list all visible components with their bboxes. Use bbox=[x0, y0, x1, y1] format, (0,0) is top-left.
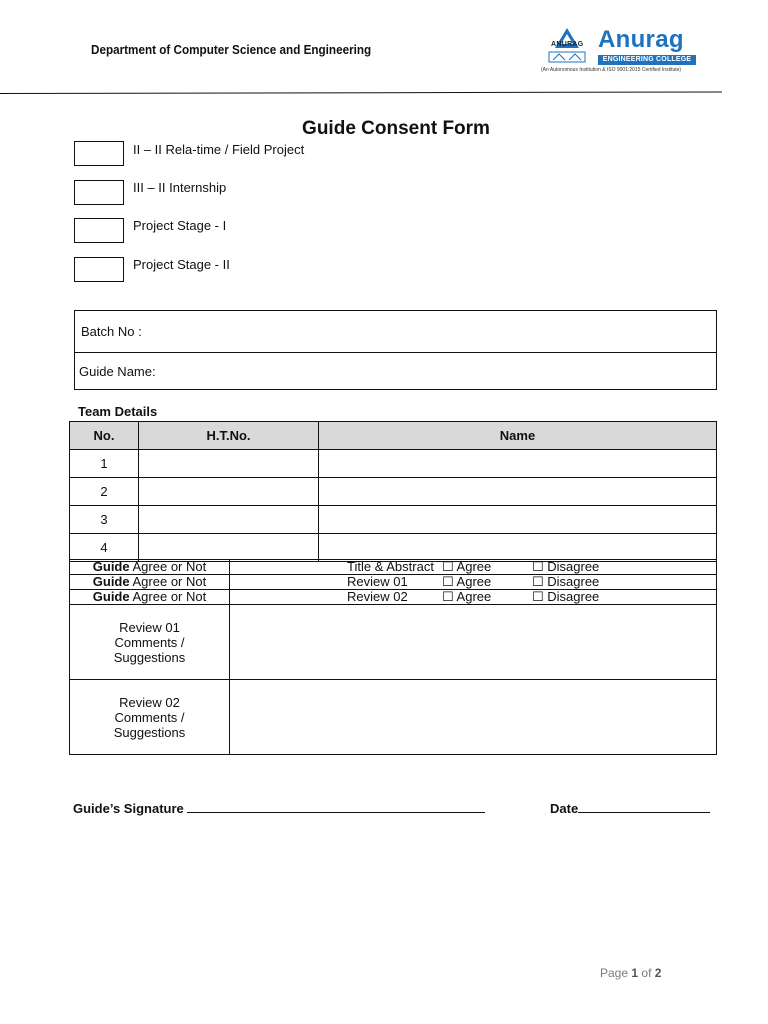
logo-mark-text: ANURAG bbox=[551, 41, 584, 48]
guide-signature bbox=[73, 800, 485, 816]
row-number: 1 bbox=[70, 450, 139, 478]
consent-label: Guide Agree or Not bbox=[70, 560, 230, 575]
consent-row bbox=[70, 590, 717, 605]
consent-options bbox=[230, 590, 717, 605]
agree-checkbox[interactable]: ☐ Agree bbox=[442, 574, 492, 589]
disagree-checkbox[interactable]: ☐ Disagree bbox=[532, 574, 600, 589]
review-02-comments-label: Review 02 Comments / Suggestions bbox=[70, 680, 230, 755]
table-row bbox=[70, 450, 717, 478]
consent-label: Guide Agree or Not bbox=[70, 590, 230, 605]
consent-item-label: Title & Abstract bbox=[347, 559, 434, 574]
option-checkbox-project-stage-2[interactable] bbox=[74, 257, 124, 282]
review-01-comments-row bbox=[70, 605, 717, 680]
htno-cell[interactable] bbox=[139, 478, 319, 506]
consent-options bbox=[230, 575, 717, 590]
signature-line[interactable] bbox=[187, 800, 485, 813]
option-label: Project Stage - I bbox=[133, 218, 227, 233]
htno-cell[interactable] bbox=[139, 450, 319, 478]
htno-cell[interactable] bbox=[139, 534, 319, 562]
review-02-comments-row bbox=[70, 680, 717, 755]
review-02-comments-field[interactable] bbox=[230, 680, 717, 755]
row-number: 3 bbox=[70, 506, 139, 534]
column-header-htno: H.T.No. bbox=[139, 422, 319, 450]
college-logo bbox=[539, 26, 701, 76]
team-details-heading: Team Details bbox=[78, 404, 158, 419]
date-line[interactable] bbox=[578, 800, 710, 813]
option-label: Project Stage - II bbox=[133, 257, 230, 272]
review-01-comments-label: Review 01 Comments / Suggestions bbox=[70, 605, 230, 680]
disagree-checkbox[interactable]: ☐ Disagree bbox=[532, 589, 600, 604]
consent-row bbox=[70, 560, 717, 575]
consent-row bbox=[70, 575, 717, 590]
column-header-name: Name bbox=[319, 422, 717, 450]
agree-checkbox[interactable]: ☐ Agree bbox=[442, 589, 492, 604]
table-row bbox=[70, 506, 717, 534]
signature-label: Guide’s Signature bbox=[73, 801, 188, 816]
page-indicator: Page 1 of 2 bbox=[600, 966, 662, 980]
name-cell[interactable] bbox=[319, 506, 717, 534]
row-number: 4 bbox=[70, 534, 139, 562]
team-details-table bbox=[69, 421, 717, 562]
form-title: Guide Consent Form bbox=[302, 118, 490, 139]
option-label: III – II Internship bbox=[133, 180, 227, 195]
date-field bbox=[550, 800, 710, 816]
guide-consent-table bbox=[69, 559, 717, 755]
htno-cell[interactable] bbox=[139, 506, 319, 534]
header-divider bbox=[0, 91, 722, 94]
logo-subtitle: ENGINEERING COLLEGE bbox=[598, 55, 696, 65]
name-cell[interactable] bbox=[319, 534, 717, 562]
batch-no-label: Batch No : bbox=[81, 324, 142, 339]
consent-label: Guide Agree or Not bbox=[70, 575, 230, 590]
row-number: 2 bbox=[70, 478, 139, 506]
column-header-no: No. bbox=[70, 422, 139, 450]
option-checkbox-internship[interactable] bbox=[74, 180, 124, 205]
batch-row[interactable] bbox=[75, 311, 716, 353]
department-title: Department of Computer Science and Engineering bbox=[91, 42, 372, 57]
table-row bbox=[70, 534, 717, 562]
option-checkbox-field-project[interactable] bbox=[74, 141, 124, 166]
consent-item-label: Review 02 bbox=[347, 589, 408, 604]
table-row bbox=[70, 478, 717, 506]
option-checkbox-project-stage-1[interactable] bbox=[74, 218, 124, 243]
agree-checkbox[interactable]: ☐ Agree bbox=[442, 559, 492, 574]
name-cell[interactable] bbox=[319, 478, 717, 506]
batch-guide-box bbox=[74, 310, 717, 390]
disagree-checkbox[interactable]: ☐ Disagree bbox=[532, 559, 600, 574]
consent-options bbox=[230, 560, 717, 575]
name-cell[interactable] bbox=[319, 450, 717, 478]
option-label: II – II Rela-time / Field Project bbox=[133, 142, 305, 157]
guide-name-label: Guide Name: bbox=[79, 364, 156, 379]
review-01-comments-field[interactable] bbox=[230, 605, 717, 680]
logo-brand-name: Anurag bbox=[598, 26, 684, 53]
logo-tagline: (An Autonomous Institution & ISO 9001:2015 Certified Institute) bbox=[541, 67, 682, 73]
consent-item-label: Review 01 bbox=[347, 574, 408, 589]
date-label: Date bbox=[550, 801, 579, 816]
